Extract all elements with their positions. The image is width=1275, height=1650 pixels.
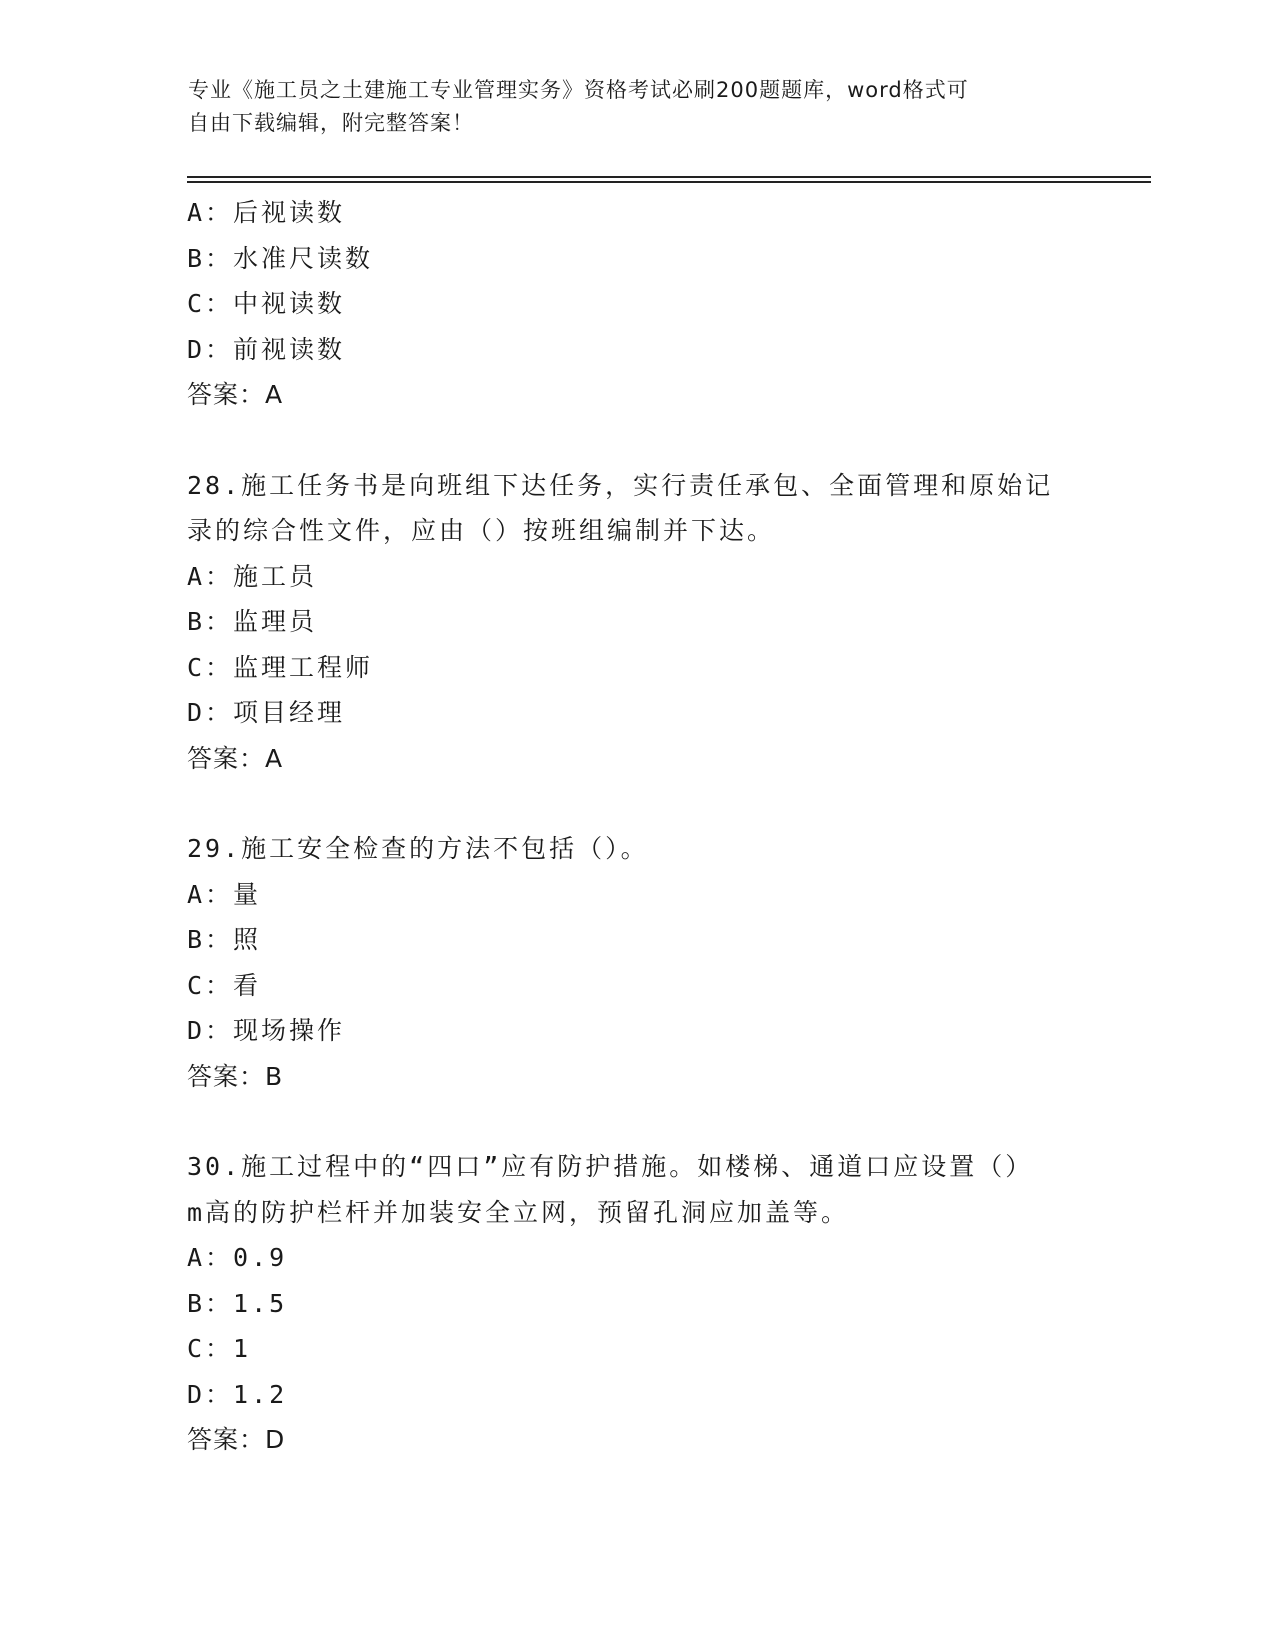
option-c: C：监理工程师 — [187, 652, 374, 682]
question-stem-line: 30.施工过程中的“四口”应有防护措施。如楼梯、通道口应设置（） — [187, 1152, 1034, 1181]
question-stem-line: 28.施工任务书是向班组下达任务，实行责任承包、全面管理和原始记 — [187, 470, 1054, 500]
spacer — [187, 781, 1087, 826]
option-d: D：现场操作 — [187, 1016, 346, 1045]
option-b: B：照 — [187, 925, 262, 954]
spacer — [187, 1099, 1087, 1144]
answer-line: 答案：A — [187, 380, 284, 409]
header-line-2: 自由下载编辑，附完整答案！ — [188, 111, 474, 135]
question-block-27 — [187, 190, 1087, 418]
option-d: D：前视读数 — [187, 334, 346, 364]
question-list — [187, 190, 1087, 1463]
question-stem-line: m高的防护栏杆并加装安全立网，预留孔洞应加盖等。 — [187, 1197, 850, 1227]
option-a: A：0.9 — [187, 1243, 288, 1272]
option-c: C：中视读数 — [187, 289, 346, 318]
option-d: D：项目经理 — [187, 698, 346, 727]
option-a: A：后视读数 — [187, 198, 346, 227]
option-b: B：1.5 — [187, 1288, 288, 1318]
option-b: B：监理员 — [187, 607, 318, 636]
option-a: A：量 — [187, 879, 262, 909]
option-c: C：1 — [187, 1334, 252, 1363]
header-divider-bottom — [187, 181, 1151, 183]
answer-line: 答案：A — [187, 743, 284, 773]
option-b: B：水准尺读数 — [187, 243, 374, 273]
header-divider-top — [187, 176, 1151, 178]
header-line-1: 专业《施工员之土建施工专业管理实务》资格考试必刷200题题库，word格式可 — [188, 78, 969, 102]
option-c: C：看 — [187, 970, 262, 1000]
question-block-28 — [187, 463, 1087, 782]
question-stem-line: 录的综合性文件，应由（）按班组编制并下达。 — [187, 516, 776, 545]
document-header — [188, 74, 1088, 140]
spacer — [187, 418, 1087, 463]
question-stem-line: 29.施工安全检查的方法不包括（）。 — [187, 834, 649, 863]
question-block-30 — [187, 1144, 1087, 1463]
answer-line: 答案：D — [187, 1425, 286, 1454]
answer-line: 答案：B — [187, 1061, 284, 1091]
option-a: A：施工员 — [187, 561, 318, 591]
option-d: D：1.2 — [187, 1379, 288, 1409]
question-block-29 — [187, 826, 1087, 1099]
